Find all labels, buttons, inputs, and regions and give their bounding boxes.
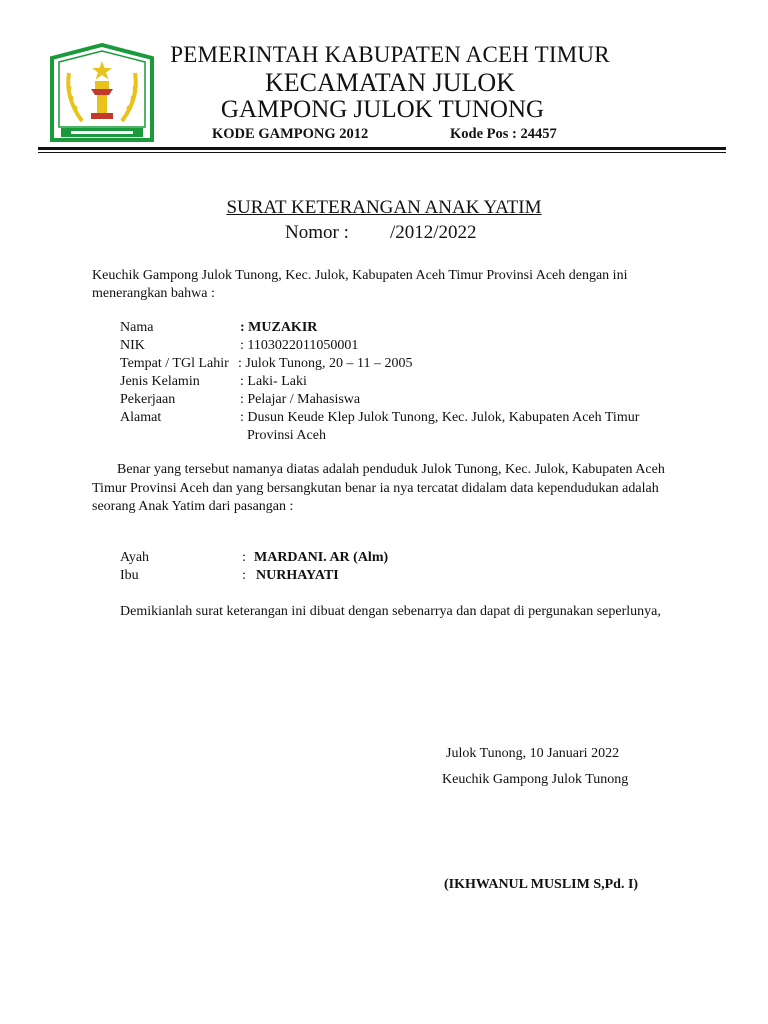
field-birth-label: Tempat / TGl Lahir	[120, 356, 229, 371]
mother-colon: :	[242, 568, 246, 583]
body-line-1: Benar yang tersebut namanya diatas adalah penduduk Julok Tunong, Kec. Julok, Kabupaten Aceh	[117, 462, 665, 477]
letter-number-value: /2012/2022	[390, 222, 477, 243]
mother-label: Ibu	[120, 568, 139, 583]
field-name-label: Nama	[120, 320, 154, 335]
header-government: PEMERINTAH KABUPATEN ACEH TIMUR	[170, 42, 610, 67]
father-name: MARDANI. AR (Alm)	[254, 550, 389, 565]
field-gender-value: : Laki- Laki	[240, 374, 307, 389]
header-village: GAMPONG JULOK TUNONG	[220, 96, 545, 123]
letter-number-label: Nomor :	[285, 222, 349, 243]
closing-statement: Demikianlah surat keterangan ini dibuat dengan sebenarrya dan dapat di pergunakan seperlunya,	[120, 604, 661, 619]
field-address-label: Alamat	[120, 410, 162, 425]
header-district: KECAMATAN JULOK	[265, 68, 515, 97]
body-line-3: seorang Anak Yatim dari pasangan :	[92, 499, 294, 514]
header-village-code: KODE GAMPONG 2012	[212, 126, 369, 142]
signature-place-date: Julok Tunong, 10 Januari 2022	[446, 746, 620, 761]
mother-name: NURHAYATI	[256, 568, 339, 583]
signature-position: Keuchik Gampong Julok Tunong	[442, 772, 629, 787]
father-label: Ayah	[120, 550, 150, 565]
father-colon: :	[242, 550, 246, 565]
field-occupation-value: : Pelajar / Mahasiswa	[240, 392, 361, 407]
aceh-timur-emblem-icon	[47, 43, 157, 143]
field-nik-value: : 1103022011050001	[240, 338, 359, 353]
field-occupation-label: Pekerjaan	[120, 392, 176, 407]
field-address-value-1: : Dusun Keude Klep Julok Tunong, Kec. Julok, Kabupaten Aceh Timur	[240, 410, 640, 425]
body-line-2: Timur Provinsi Aceh dan yang bersangkutan benar ia nya tercatat didalam data kependudukan adalah	[92, 481, 659, 496]
field-birth-value: : Julok Tunong, 20 – 11 – 2005	[238, 356, 413, 371]
field-nik-label: NIK	[120, 338, 145, 353]
field-name-value: : MUZAKIR	[240, 320, 318, 335]
field-gender-label: Jenis Kelamin	[120, 374, 200, 389]
header-postal-code: Kode Pos : 24457	[450, 126, 557, 142]
intro-line-1: Keuchik Gampong Julok Tunong, Kec. Julok, Kabupaten Aceh Timur Provinsi Aceh dengan ini	[92, 268, 628, 283]
header-divider-thin	[38, 152, 726, 153]
letter-title: SURAT KETERANGAN ANAK YATIM	[226, 197, 542, 218]
intro-line-2: menerangkan bahwa :	[92, 286, 215, 301]
field-address-value-2: Provinsi Aceh	[247, 428, 326, 443]
signature-name: (IKHWANUL MUSLIM S,Pd. I)	[444, 877, 639, 892]
header-divider-thick	[38, 147, 726, 150]
